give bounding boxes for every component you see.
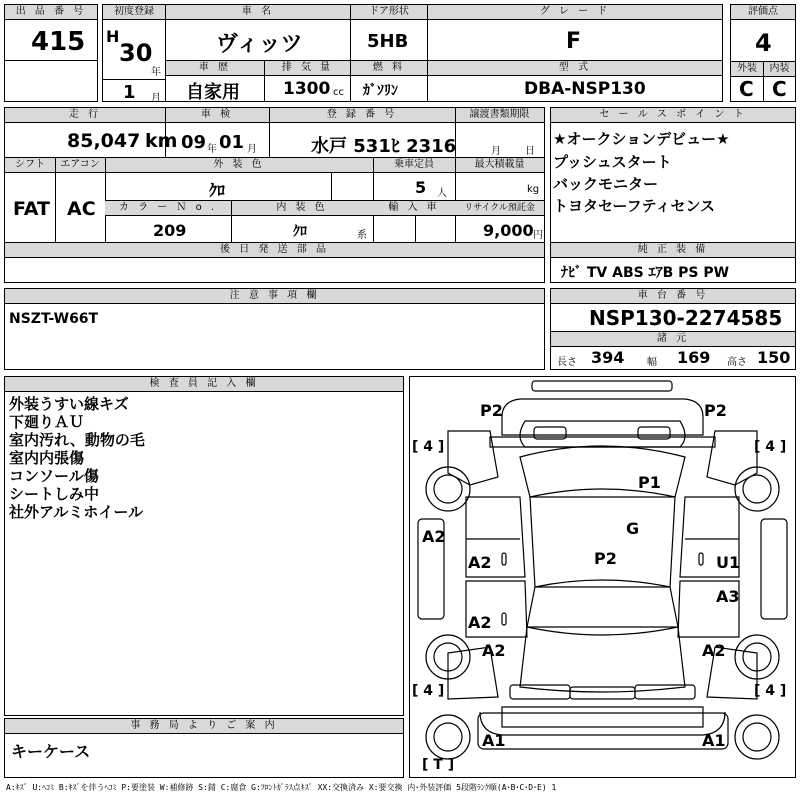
fuel: ｶﾞｿﾘﾝ [363, 83, 398, 99]
inspection-year: 09 [181, 132, 207, 153]
chassis-box [550, 288, 796, 370]
door-box [350, 4, 428, 61]
damage-a1-rear-left: A1 [482, 731, 506, 750]
interior-color: ｸﾛ [293, 224, 307, 240]
inspector-note-3: 室内汚れ、動物の毛 [9, 431, 145, 449]
info-block [4, 107, 545, 283]
fuel-label: 燃 料 [351, 61, 427, 76]
history-label: 車 歴 [166, 61, 264, 76]
car-outline [410, 377, 795, 777]
model: DBA-NSP130 [524, 79, 646, 99]
inspection-label: 車 検 [165, 108, 269, 123]
interior-grade-box [763, 61, 796, 102]
month-unit: 月 [151, 93, 161, 104]
capacity-unit: 人 [437, 188, 447, 199]
inspector-note-7: 社外アルミホイール [9, 503, 144, 521]
sales-points-box [550, 107, 796, 283]
max-load-label: 最大積載量 [455, 158, 544, 173]
mileage-unit: km [145, 130, 178, 152]
year-unit: 年 [151, 67, 161, 78]
inspector-note-1: 外装うすい線キズ [9, 395, 129, 413]
tire-rear-right: [ 4 ] [754, 683, 787, 699]
sales-point-3: バックモニター [553, 175, 659, 193]
score-box [730, 4, 796, 62]
height-label: 高さ [727, 357, 747, 368]
plate-label: 登 録 番 号 [269, 108, 455, 123]
inspection-month: 01 [219, 132, 245, 153]
model-box [427, 60, 723, 102]
lot-number: 415 [31, 27, 86, 57]
history: 自家用 [186, 82, 240, 103]
legend: A:ｷｽﾞ U:ﾍｺﾐ B:ｷｽﾞを伴うﾍｺﾐ P:要塗装 W:補修跡 S:錆 C:腐食 G:ﾌﾛﾝﾄｶﾞﾗｽ点ｷｽﾞ XX:交換済み X:要交換 内･外装評価 5段階ﾗﾝｸ順(A･B･C･D･E) 1 [6, 783, 557, 792]
damage-a3: A3 [716, 587, 740, 606]
notes-box [4, 288, 545, 370]
sales-point-4: トヨタセーフティセンス [553, 197, 716, 215]
max-load-unit: kg [527, 184, 540, 195]
exterior-grade-box [730, 61, 764, 102]
ac-label: エアコン [55, 158, 105, 173]
ac: AC [67, 198, 96, 220]
spare-tire: [ T ] [422, 757, 455, 773]
fuel-box [350, 60, 428, 102]
interior-grade: C [772, 77, 787, 101]
displacement-label: 排 気 量 [265, 61, 350, 76]
plate: 水戸 531ﾋ 2316 [311, 136, 457, 157]
shift-label: シフト [5, 158, 55, 173]
displacement-box [264, 60, 351, 102]
sales-point-1: ★オークションデビュー★ [553, 130, 730, 148]
interior-color-label: 内 装 色 [231, 201, 373, 216]
tire-front-left: [ 4 ] [412, 439, 445, 455]
later-parts-label: 後 日 発 送 部 品 [5, 243, 544, 258]
inspection-year-unit: 年 [207, 144, 217, 155]
office-label: 事 務 局 よ り ご 案 内 [5, 719, 403, 734]
transfer-day-unit: 日 [525, 146, 535, 157]
exterior-color: ｸﾛ [209, 181, 226, 200]
inspector-note-5: コンソール傷 [9, 467, 99, 485]
capacity-label: 乗車定員 [373, 158, 455, 173]
damage-g: G [626, 519, 640, 538]
lot-label: 出 品 番 号 [5, 5, 97, 20]
import-label: 輸 入 車 [373, 201, 455, 216]
recycle-unit: 円 [533, 230, 543, 241]
damage-diagram [409, 376, 796, 778]
shift: FAT [13, 198, 50, 220]
damage-p2-front-right: P2 [704, 401, 727, 420]
damage-p2-roof: P2 [594, 549, 617, 568]
damage-p2-front-left: P2 [480, 401, 503, 420]
chassis-number: NSP130-2274585 [589, 306, 783, 330]
damage-a2-rear-door: A2 [468, 613, 492, 632]
spec-label: 諸 元 [551, 332, 795, 347]
damage-p1: P1 [638, 473, 661, 492]
damage-a2-left-door: A2 [468, 553, 492, 572]
width: 169 [677, 348, 711, 367]
transfer-month-unit: 月 [491, 146, 501, 157]
inspector-note-2: 下廻りＡＵ [9, 413, 85, 431]
door-label: ドア形状 [351, 5, 427, 20]
door-type: 5HB [367, 31, 409, 52]
car-name: ヴィッツ [216, 32, 303, 57]
chassis-label: 車 台 番 号 [551, 289, 795, 304]
displacement: 1300 [283, 79, 331, 99]
color-no-label: カ ラ ー Ｎ o . [105, 201, 231, 216]
interior-label: 内装 [764, 62, 795, 77]
height: 150 [757, 348, 791, 367]
inspector-box [4, 376, 404, 716]
first-reg-label: 初度登録 [103, 5, 165, 20]
length-label: 長さ [557, 357, 577, 368]
inspection-month-unit: 月 [247, 144, 257, 155]
equipment-label: 純 正 装 備 [551, 243, 795, 258]
tire-rear-left: [ 4 ] [412, 683, 445, 699]
inspector-label: 検 査 員 記 入 欄 [5, 377, 403, 392]
exterior-label: 外装 [731, 62, 763, 77]
cc-unit: cc [333, 87, 344, 98]
lot-box [4, 4, 98, 61]
score-label: 評価点 [731, 5, 795, 20]
reg-year: 30 [119, 39, 153, 67]
office-note: キーケース [11, 742, 91, 761]
color-label: 外 装 色 [105, 158, 373, 173]
grade-label: グ レ ー ド [428, 5, 722, 20]
damage-a2-left-fender: A2 [422, 527, 446, 546]
sales-points-label: セ ー ル ス ポ イ ン ト [551, 108, 795, 123]
damage-u1: U1 [716, 553, 741, 572]
exterior-grade: C [739, 77, 754, 101]
tire-front-right: [ 4 ] [754, 439, 787, 455]
reg-month: 1 [123, 82, 136, 103]
grade: F [566, 29, 582, 54]
width-label: 幅 [647, 357, 657, 368]
transfer-label: 譲渡書類期限 [455, 108, 544, 123]
era: H [106, 27, 120, 46]
inspector-note-6: シートしみ中 [9, 485, 100, 503]
grade-box [427, 4, 723, 61]
capacity: 5 [415, 178, 427, 197]
history-box [165, 60, 265, 102]
notes: NSZT-W66T [9, 311, 99, 327]
office-box [4, 718, 404, 778]
interior-color-unit: 系 [357, 230, 367, 241]
length: 394 [591, 348, 625, 367]
notes-label: 注 意 事 項 欄 [5, 289, 544, 304]
color-no: 209 [153, 221, 187, 240]
sales-point-2: プッシュスタート [553, 153, 672, 171]
score: 4 [755, 29, 772, 57]
damage-a2-rear-left: A2 [482, 641, 506, 660]
car-name-box [165, 4, 351, 61]
equipment: ﾅﾋﾞ TV ABS ｴｱB PS PW [561, 265, 730, 281]
first-reg-box [102, 4, 166, 102]
inspector-note-4: 室内内張傷 [9, 449, 85, 467]
recycle: 9,000 [483, 221, 534, 240]
model-label: 型 式 [428, 61, 722, 76]
lot-box-lower [4, 60, 98, 102]
damage-a2-rear-right: A2 [702, 641, 726, 660]
car-name-label: 車 名 [166, 5, 350, 20]
damage-a1-rear-right: A1 [702, 731, 726, 750]
mileage: 85,047 [67, 130, 141, 152]
mileage-label: 走 行 [5, 108, 165, 123]
recycle-label: リサイクル預託金 [455, 201, 544, 216]
